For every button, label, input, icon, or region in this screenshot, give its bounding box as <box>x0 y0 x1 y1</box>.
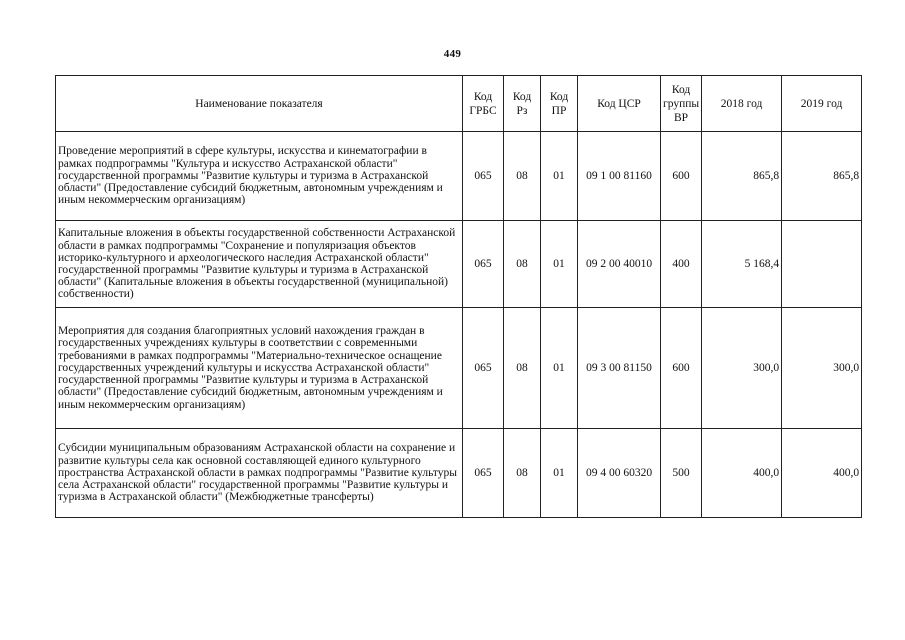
row-grbs: 065 <box>463 132 504 221</box>
budget-table <box>55 75 862 518</box>
row-grbs: 065 <box>463 429 504 518</box>
row-vr: 500 <box>661 429 702 518</box>
table-row <box>56 429 862 518</box>
row-2018: 400,0 <box>702 429 782 518</box>
table-row <box>56 221 862 308</box>
header-2019: 2019 год <box>782 76 862 132</box>
row-rz: 08 <box>504 308 541 429</box>
row-rz: 08 <box>504 429 541 518</box>
row-2019: 400,0 <box>782 429 862 518</box>
row-csr: 09 2 00 40010 <box>578 221 661 308</box>
header-row <box>56 76 862 132</box>
row-vr: 600 <box>661 308 702 429</box>
row-2018: 865,8 <box>702 132 782 221</box>
row-pr: 01 <box>541 308 578 429</box>
row-pr: 01 <box>541 221 578 308</box>
table-row <box>56 308 862 429</box>
header-grbs: Код ГРБС <box>463 76 504 132</box>
row-rz: 08 <box>504 221 541 308</box>
row-pr: 01 <box>541 429 578 518</box>
header-pr: Код ПР <box>541 76 578 132</box>
row-rz: 08 <box>504 132 541 221</box>
table-row <box>56 132 862 221</box>
row-name: Капитальные вложения в объекты государственной собственности Астраханской области в рамках подпрограммы "Сохранение и популяризация объектов историко-культурного и археологического наследия Астраханской области" государственной программы "Развитие культуры и туризма в Астраханской области" (Капитальные вложения в объекты государственной (муниципальной) собственности) <box>56 221 463 308</box>
row-2018: 5 168,4 <box>702 221 782 308</box>
row-csr: 09 4 00 60320 <box>578 429 661 518</box>
header-csr: Код ЦСР <box>578 76 661 132</box>
row-grbs: 065 <box>463 308 504 429</box>
header-vr: Код группы ВР <box>661 76 702 132</box>
row-name: Проведение мероприятий в сфере культуры, искусства и кинематографии в рамках подпрограммы "Культура и искусство Астраханской области" государственной программы "Развитие культуры и туризма в Астраханской области" (Предоставление субсидий бюджетным, автономным учреждениям и иным некоммерческим организациям) <box>56 132 463 221</box>
header-name: Наименование показателя <box>56 76 463 132</box>
row-2019: 300,0 <box>782 308 862 429</box>
header-rz: Код Рз <box>504 76 541 132</box>
row-vr: 400 <box>661 221 702 308</box>
row-2019: 865,8 <box>782 132 862 221</box>
row-grbs: 065 <box>463 221 504 308</box>
row-csr: 09 1 00 81160 <box>578 132 661 221</box>
row-vr: 600 <box>661 132 702 221</box>
row-2018: 300,0 <box>702 308 782 429</box>
row-name: Субсидии муниципальным образованиям Астраханской области на сохранение и развитие культуры села как основной составляющей единого культурного пространства Астраханской области в рамках подпрограммы "Развитие культуры села Астраханской области" государственной программы "Развитие культуры и туризма в Астраханской области" (Межбюджетные трансферты) <box>56 429 463 518</box>
row-pr: 01 <box>541 132 578 221</box>
page-number: 449 <box>443 48 462 60</box>
header-2018: 2018 год <box>702 76 782 132</box>
row-name: Мероприятия для создания благоприятных условий нахождения граждан в государственных учреждениях культуры в соответствии с современными требованиями в рамках подпрограммы "Материально-техническое оснащение государственных учреждений культуры и искусства Астраханской области" государственной программы "Развитие культуры и туризма в Астраханской области" (Предоставление субсидий бюджетным, автономным учреждениям и иным некоммерческим организациям) <box>56 308 463 429</box>
row-2019 <box>782 221 862 308</box>
row-csr: 09 3 00 81150 <box>578 308 661 429</box>
